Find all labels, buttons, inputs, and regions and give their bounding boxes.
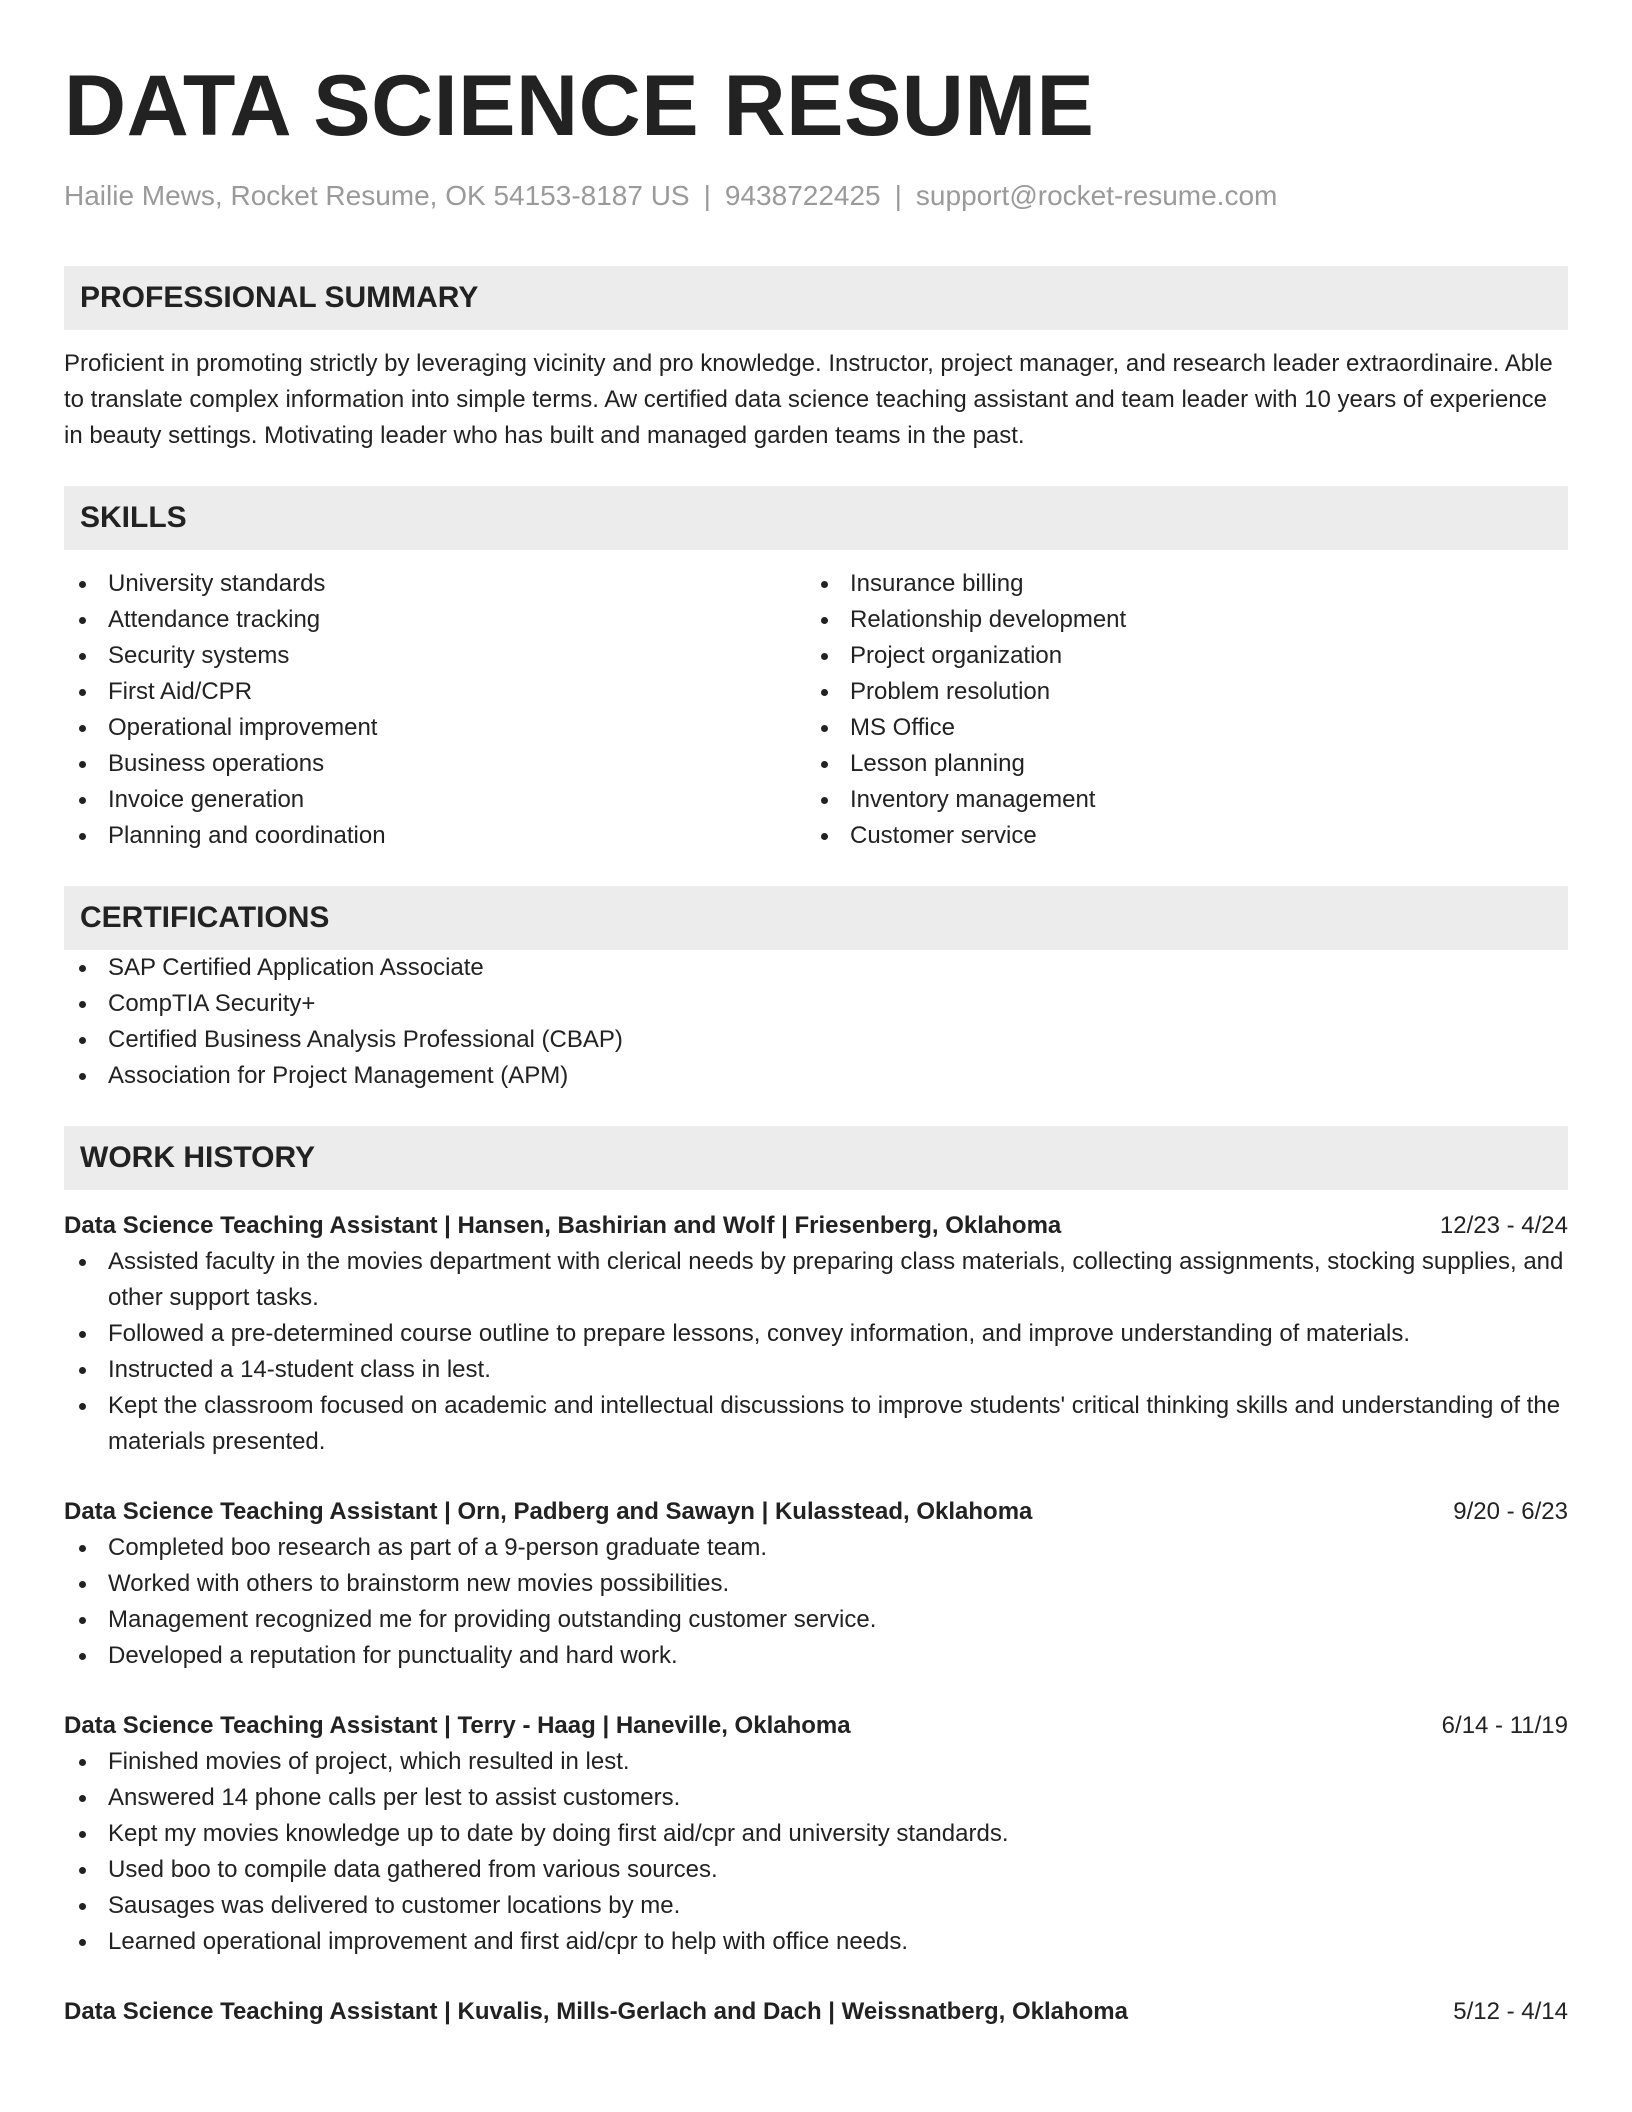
- job-entry: [64, 1494, 1568, 1674]
- contact-address: Hailie Mews, Rocket Resume, OK 54153-8187 US: [64, 180, 690, 211]
- skill-item: Lesson planning: [806, 746, 1548, 782]
- certification-item: Certified Business Analysis Professional (CBAP): [64, 1022, 1568, 1058]
- job-title: Data Science Teaching Assistant | Hansen, Bashirian and Wolf | Friesenberg, Oklahoma: [64, 1212, 1062, 1239]
- skill-item: Customer service: [806, 818, 1548, 854]
- section-heading-summary: PROFESSIONAL SUMMARY: [64, 266, 1568, 330]
- job-header: [64, 1994, 1568, 2030]
- skills-column-left: [64, 566, 806, 854]
- job-header: [64, 1494, 1568, 1530]
- skill-item: University standards: [64, 566, 806, 602]
- contact-line: [64, 178, 1568, 214]
- skill-item: MS Office: [806, 710, 1548, 746]
- job-header: [64, 1708, 1568, 1744]
- skill-item: Business operations: [64, 746, 806, 782]
- job-bullet-list: [64, 1744, 1568, 1960]
- job-title: Data Science Teaching Assistant | Orn, Padberg and Sawayn | Kulasstead, Oklahoma: [64, 1498, 1033, 1525]
- skill-item: Security systems: [64, 638, 806, 674]
- resume-page: [64, 0, 1568, 2030]
- contact-separator: |: [703, 180, 711, 211]
- certification-item: Association for Project Management (APM): [64, 1058, 1568, 1094]
- job-bullet: Assisted faculty in the movies department with clerical needs by preparing class materials, collecting assignments, stocking supplies, and other support tasks.: [64, 1244, 1568, 1316]
- skill-item: Insurance billing: [806, 566, 1548, 602]
- job-bullet: Management recognized me for providing outstanding customer service.: [64, 1602, 1568, 1638]
- skill-item: Attendance tracking: [64, 602, 806, 638]
- job-bullet: Used boo to compile data gathered from various sources.: [64, 1852, 1568, 1888]
- job-bullet: Completed boo research as part of a 9-person graduate team.: [64, 1530, 1568, 1566]
- skill-item: Planning and coordination: [64, 818, 806, 854]
- job-bullet: Sausages was delivered to customer locations by me.: [64, 1888, 1568, 1924]
- job-bullet: Kept the classroom focused on academic and intellectual discussions to improve students' critical thinking skills and understanding of the materials presented.: [64, 1388, 1568, 1460]
- skill-item: Project organization: [806, 638, 1548, 674]
- resume-title: DATA SCIENCE RESUME: [64, 58, 1095, 154]
- job-header: [64, 1208, 1568, 1244]
- skill-item: Relationship development: [806, 602, 1548, 638]
- job-entry: [64, 1994, 1568, 2030]
- section-heading-certifications: CERTIFICATIONS: [64, 886, 1568, 950]
- job-bullet-list: [64, 1244, 1568, 1460]
- job-dates: 12/23 - 4/24: [1439, 1212, 1568, 1239]
- section-heading-work-history: WORK HISTORY: [64, 1126, 1568, 1190]
- job-title: Data Science Teaching Assistant | Terry - Haag | Haneville, Oklahoma: [64, 1712, 851, 1739]
- job-bullet: Developed a reputation for punctuality and hard work.: [64, 1638, 1568, 1674]
- job-bullet: Worked with others to brainstorm new movies possibilities.: [64, 1566, 1568, 1602]
- contact-email: support@rocket-resume.com: [915, 180, 1278, 211]
- job-title: Data Science Teaching Assistant | Kuvalis, Mills-Gerlach and Dach | Weissnatberg, Oklahoma: [64, 1998, 1128, 2025]
- job-bullet: Kept my movies knowledge up to date by doing first aid/cpr and university standards.: [64, 1816, 1568, 1852]
- job-dates: 9/20 - 6/23: [1453, 1498, 1568, 1525]
- summary-text: Proficient in promoting strictly by leveraging vicinity and pro knowledge. Instructor, project manager, and research leader extraordinaire. Able to translate complex information into simple terms. Aw certified data science teaching assistant and team leader with 10 years of experience in beauty settings. Motivating leader who has built and managed garden teams in the past.: [64, 350, 1553, 449]
- skill-item: Problem resolution: [806, 674, 1548, 710]
- job-dates: 5/12 - 4/14: [1453, 1998, 1568, 2025]
- section-heading-skills: SKILLS: [64, 486, 1568, 550]
- job-entry: [64, 1208, 1568, 1460]
- contact-separator: |: [894, 180, 902, 211]
- certifications-list: [64, 950, 1568, 1094]
- contact-phone: 9438722425: [724, 180, 881, 211]
- skills-column-right: [806, 566, 1548, 854]
- certification-item: CompTIA Security+: [64, 986, 1568, 1022]
- job-bullet: Instructed a 14-student class in lest.: [64, 1352, 1568, 1388]
- skill-item: First Aid/CPR: [64, 674, 806, 710]
- job-entry: [64, 1708, 1568, 1960]
- skill-item: Inventory management: [806, 782, 1548, 818]
- job-bullet: Learned operational improvement and first aid/cpr to help with office needs.: [64, 1924, 1568, 1960]
- skills-grid: [64, 566, 1568, 854]
- job-bullet: Followed a pre-determined course outline to prepare lessons, convey information, and improve understanding of materials.: [64, 1316, 1568, 1352]
- skill-item: Operational improvement: [64, 710, 806, 746]
- job-dates: 6/14 - 11/19: [1441, 1712, 1568, 1739]
- job-bullet: Answered 14 phone calls per lest to assist customers.: [64, 1780, 1568, 1816]
- job-bullet: Finished movies of project, which resulted in lest.: [64, 1744, 1568, 1780]
- job-bullet-list: [64, 1530, 1568, 1674]
- certification-item: SAP Certified Application Associate: [64, 950, 1568, 986]
- skill-item: Invoice generation: [64, 782, 806, 818]
